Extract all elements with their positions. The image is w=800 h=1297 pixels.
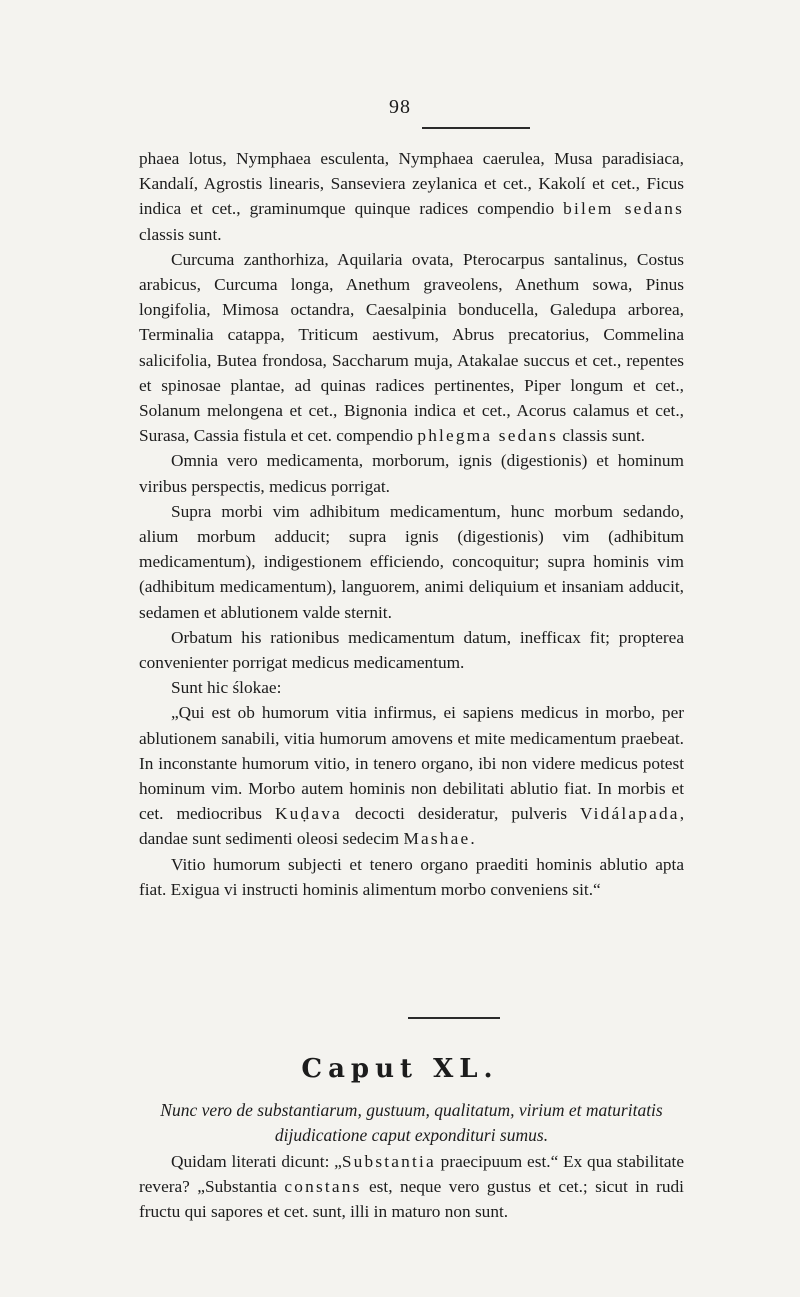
paragraph: Supra morbi vim adhibitum medicamentum, hunc morbum sedando, alium morbum adducit; supra ignis (digestionis) vim (adhibitum medicamentum), indigestionem efficiendo, concoquitur; supra hominis vim (adhibitum medicamentum), languorem, animi deliquium et insaniam adducit, sedamen et ablutionem valde sternit. (139, 501, 684, 622)
chapter-text (139, 1149, 684, 1225)
emphasis-term: Vidálapada (580, 804, 680, 824)
chapter-heading: Caput XL. (301, 1054, 499, 1084)
emphasis-term: phlegma sedans (417, 426, 559, 446)
paragraph-quote: „Qui est ob humorum vitia infirmus, ei sapiens medicus in morbo, per ablutionem sanabili, vitia humorum amovens et mite medicamentum praebeat. In inconstante humorum vitio, in tenero organo, ibi non videre medicus potest hominum vim. Morbo autem hominis non debilitati ablutio fiat. In morbis et cet. mediocribus Kuḍava decocti desideratur, pulveris Vidálapada, dandae sunt sedimenti oleosi sedecim Mashae. (139, 703, 685, 849)
paragraph: Vitio humorum subjecti et tenero organo praediti hominis ablutio apta fiat. Exigua vi instructi hominis alimentum morbo conveniens sit.“ (139, 854, 684, 899)
paragraph: Quidam literati dicunt: „Substantia praecipuum est.“ Ex qua stabilitate revera? „Substantia constans est, neque vero gustus et cet.; sicut in rudi fructu qui sapores et cet. sunt, illi in maturo non sunt. (139, 1152, 684, 1222)
paragraph-plant-list-2: Curcuma zanthorhiza, Aquilaria ovata, Pterocarpus santalinus, Costus arabicus, Curcuma longa, Anethum graveolens, Anethum sowa, Pinus longifolia, Mimosa octandra, Caesalpinia bonducella, Galedupa arborea, Terminalia catappa, Triticum aestivum, Abrus precatorius, Commelina salicifolia, Butea frondosa, Saccharum muja, Atakalae succus et cet., repentes et spinosae plantae, ad quinas radices pertinentes, Piper longum et cet., Solanum melongena et cet., Bignonia indica et cet., Acorus calamus et cet., Surasa, Cassia fistula et cet. compendio phlegma sedans classis sunt. (139, 249, 684, 446)
emphasis-term: Substantia (341, 1152, 436, 1171)
emphasis-term: Kuḍava (274, 804, 342, 824)
emphasis-term: bilem sedans (563, 199, 684, 219)
emphasis-term: constans (284, 1177, 362, 1197)
section-divider (408, 1017, 500, 1019)
emphasis-term: Mashae (403, 829, 471, 849)
paragraph: Sunt hic ślokae: (171, 678, 282, 698)
chapter-subtitle: Nunc vero de substantiarum, gustuum, qualitatum, virium et maturitatis dijudicatione caput expondituri sumus. (160, 1100, 663, 1145)
paragraph: Orbatum his rationibus medicamentum datum, inefficax fit; propterea convenienter porrigat medicus medicamentum. (139, 627, 684, 673)
paragraph-plant-list-1: phaea lotus, Nymphaea esculenta, Nymphaea caerulea, Musa paradisiaca, Kandalí, Agrostis linearis, Sanseviera zeylanica et cet., Kakolí et cet., Ficus indica et cet., graminumque quinque radices compendio bilem sedans classis sunt. (139, 149, 684, 244)
main-text (139, 146, 684, 902)
page-number: 98 (389, 96, 411, 118)
paragraph: Omnia vero medicamenta, morborum, ignis (digestionis) et hominum viribus perspectis, medicus porrigat. (139, 451, 684, 496)
header-rule (422, 127, 530, 129)
